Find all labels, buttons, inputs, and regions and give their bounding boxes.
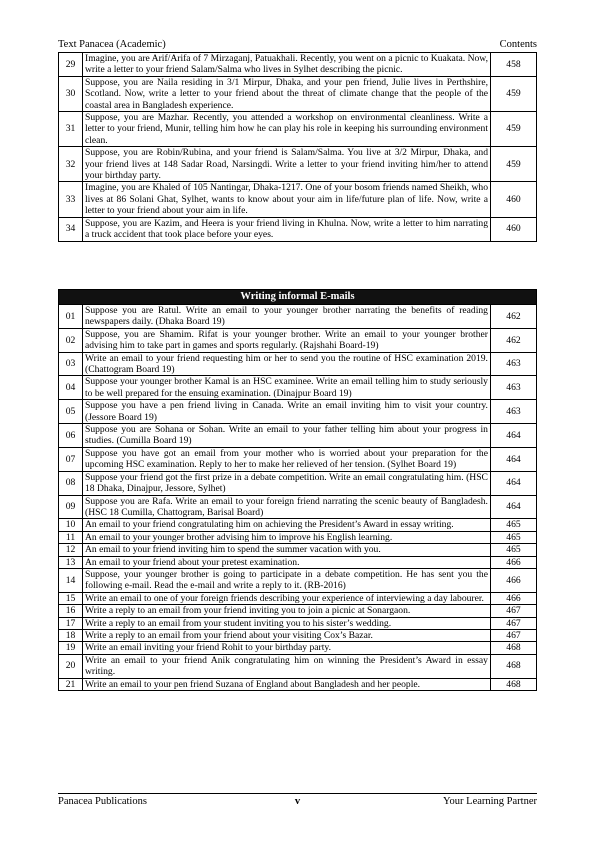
- item-page: 459: [491, 147, 537, 182]
- table-row: [59, 424, 537, 448]
- item-number: 07: [59, 447, 83, 471]
- tagline: Your Learning Partner: [443, 796, 537, 807]
- item-page: 464: [490, 471, 536, 495]
- item-description: Write a reply to an email from your friend inviting you to join a picnic at Sonargaon.: [83, 605, 491, 617]
- section-title: Writing informal E-mails: [59, 290, 537, 305]
- item-description: Write an email to one of your foreign friends describing your experience of interviewing a day labourer.: [83, 592, 491, 604]
- item-page: 464: [490, 495, 536, 519]
- item-description: An email to your friend congratulating him on achieving the President’s Award in essay writing.: [83, 519, 491, 531]
- item-page: 462: [490, 328, 536, 352]
- table-row: [59, 544, 537, 556]
- item-number: 15: [59, 592, 83, 604]
- item-number: 20: [59, 654, 83, 678]
- item-page: 467: [490, 629, 536, 641]
- item-number: 16: [59, 605, 83, 617]
- table-row: [59, 556, 537, 568]
- section-label: Contents: [499, 39, 537, 50]
- item-number: 21: [59, 678, 83, 690]
- table-row: [59, 376, 537, 400]
- item-number: 01: [59, 305, 83, 329]
- item-number: 04: [59, 376, 83, 400]
- table-row: [59, 519, 537, 531]
- table-row: [59, 592, 537, 604]
- item-page: 460: [491, 217, 537, 241]
- item-page: 458: [491, 53, 537, 77]
- item-number: 10: [59, 519, 83, 531]
- item-number: 30: [59, 76, 83, 111]
- item-page: 463: [490, 400, 536, 424]
- table-row: [59, 305, 537, 329]
- item-page: 467: [490, 605, 536, 617]
- item-page: 468: [490, 678, 536, 690]
- item-number: 08: [59, 471, 83, 495]
- item-number: 32: [59, 147, 83, 182]
- item-description: An email to your younger brother advising him to improve his English learning.: [83, 531, 491, 543]
- item-number: 03: [59, 352, 83, 376]
- item-number: 06: [59, 424, 83, 448]
- item-description: An email to your friend inviting him to spend the summer vacation with you.: [83, 544, 491, 556]
- table-row: [59, 629, 537, 641]
- table-row: [59, 76, 537, 111]
- item-description: Imagine, you are Arif/Arifa of 7 Mirzaganj, Patuakhali. Recently, you went on a picnic to Kuakata. Now, write a letter to your friend Salam/Salma who lives in Sylhet describing the picnic.: [83, 53, 491, 77]
- table-row: [59, 400, 537, 424]
- item-description: Suppose you are Sohana or Sohan. Write an email to your father telling him about your progress in studies. (Cumilla Board 19): [83, 424, 491, 448]
- item-page: 464: [490, 447, 536, 471]
- item-page: 466: [490, 568, 536, 592]
- item-number: 34: [59, 217, 83, 241]
- item-number: 14: [59, 568, 83, 592]
- table-row: [59, 147, 537, 182]
- item-description: Suppose, you are Shamim. Rifat is your younger brother. Write an email to your younger brother advising him to take part in games and sports regularly. (Rajshahi Board-19): [83, 328, 491, 352]
- item-page: 459: [491, 76, 537, 111]
- item-page: 460: [491, 182, 537, 217]
- item-description: Suppose, you are Robin/Rubina, and your friend is Salam/Salma. You live at 3/2 Mirpur, Dhaka, and your friend lives at 148 Sadar Road, Narsingdi. Write a letter to your friend inviting him/her to attend your birthday party.: [83, 147, 491, 182]
- item-number: 12: [59, 544, 83, 556]
- item-page: 468: [490, 642, 536, 654]
- book-title: Text Panacea (Academic): [58, 39, 166, 50]
- item-description: Suppose, you are Kazim, and Heera is your friend living in Khulna. Now, write a letter to him narrating a truck accident that took place before your eyes.: [83, 217, 491, 241]
- item-page: 459: [491, 112, 537, 147]
- table-row: [59, 495, 537, 519]
- item-description: Write an email to your pen friend Suzana of England about Bangladesh and her people.: [83, 678, 491, 690]
- item-description: Suppose you are Rafa. Write an email to your foreign friend narrating the scenic beauty of Bangladesh. (HSC 18 Cumilla, Chattogram, Barisal Board): [83, 495, 491, 519]
- item-description: Write a reply to an email from your friend about your visiting Cox’s Bazar.: [83, 629, 491, 641]
- item-description: Suppose, you are Naila residing in 3/1 Mirpur, Dhaka, and your pen friend, Julie lives in Perthshire, Scotland. Now, write a letter to your friend about the threat of climate change that the people of the coastal area in Bangladesh experience.: [83, 76, 491, 111]
- table-row: [59, 352, 537, 376]
- table-row: [59, 217, 537, 241]
- item-description: Imagine, you are Khaled of 105 Nantingar, Dhaka-1217. One of your bosom friends named Sheikh, who lives at 86 Solani Ghat, Sylhet, wants to know about your aim in life/future plan of life. Now, write a letter to your friend about your aim in life.: [83, 182, 491, 217]
- item-page: 465: [490, 544, 536, 556]
- item-description: Write an email to your friend Anik congratulating him on winning the President’s Award in essay writing.: [83, 654, 491, 678]
- table-row: [59, 328, 537, 352]
- item-page: 463: [490, 352, 536, 376]
- publisher: Panacea Publications: [58, 796, 147, 807]
- item-description: An email to your friend about your pretest examination.: [83, 556, 491, 568]
- item-description: Write a reply to an email from your student inviting you to his sister’s wedding.: [83, 617, 491, 629]
- section-header-row: [59, 290, 537, 305]
- item-description: Suppose you are Ratul. Write an email to your younger brother narrating the benefits of reading newspapers daily. (Dhaka Board 19): [83, 305, 491, 329]
- item-number: 13: [59, 556, 83, 568]
- item-number: 31: [59, 112, 83, 147]
- item-number: 11: [59, 531, 83, 543]
- item-description: Suppose your younger brother Kamal is an HSC examinee. Write an email telling him to study seriously to be well prepared for the ensuing examination. (Dinajpur Board 19): [83, 376, 491, 400]
- item-page: 467: [490, 617, 536, 629]
- item-description: Write an email inviting your friend Rohit to your birthday party.: [83, 642, 491, 654]
- item-number: 17: [59, 617, 83, 629]
- item-page: 466: [490, 556, 536, 568]
- table-row: [59, 53, 537, 77]
- item-description: Suppose you have a pen friend living in Canada. Write an email inviting him to visit your country. (Jessore Board 19): [83, 400, 491, 424]
- item-page: 463: [490, 376, 536, 400]
- item-description: Suppose your friend got the first prize in a debate competition. Write an email congratulating him. (HSC 18 Dhaka, Dinajpur, Jessore, Sylhet): [83, 471, 491, 495]
- item-description: Suppose you have got an email from your mother who is worried about your preparation for the upcoming HSC examination. Reply to her to make her relieved of her tension. (Sylhet Board 19): [83, 447, 491, 471]
- table-row: [59, 447, 537, 471]
- table-row: [59, 654, 537, 678]
- item-number: 19: [59, 642, 83, 654]
- table-row: [59, 678, 537, 690]
- item-number: 33: [59, 182, 83, 217]
- table-row: [59, 617, 537, 629]
- letters-table: [58, 52, 537, 242]
- item-number: 29: [59, 53, 83, 77]
- item-description: Suppose, your younger brother is going to participate in a debate competition. He has sent you the following e-mail. Read the e-mail and write a reply to it. (RB-2016): [83, 568, 491, 592]
- item-page: 465: [490, 531, 536, 543]
- table-row: [59, 471, 537, 495]
- table-row: [59, 605, 537, 617]
- item-page: 466: [490, 592, 536, 604]
- page-footer: [58, 793, 537, 807]
- table-row: [59, 182, 537, 217]
- item-number: 05: [59, 400, 83, 424]
- table-row: [59, 112, 537, 147]
- page-number: v: [294, 796, 301, 807]
- item-number: 02: [59, 328, 83, 352]
- table-row: [59, 568, 537, 592]
- table-row: [59, 531, 537, 543]
- item-page: 464: [490, 424, 536, 448]
- item-page: 462: [490, 305, 536, 329]
- item-page: 468: [490, 654, 536, 678]
- item-description: Write an email to your friend requesting him or her to send you the routine of HSC examination 2019. (Chattogram Board 19): [83, 352, 491, 376]
- item-description: Suppose, you are Mazhar. Recently, you attended a workshop on environmental cleanliness. Write a letter to your friend, Munir, telling him how he can play his role in keeping his surrounding environment clean.: [83, 112, 491, 147]
- page-header: [58, 39, 537, 51]
- item-number: 09: [59, 495, 83, 519]
- table-row: [59, 642, 537, 654]
- item-page: 465: [490, 519, 536, 531]
- emails-table: [58, 289, 537, 691]
- item-number: 18: [59, 629, 83, 641]
